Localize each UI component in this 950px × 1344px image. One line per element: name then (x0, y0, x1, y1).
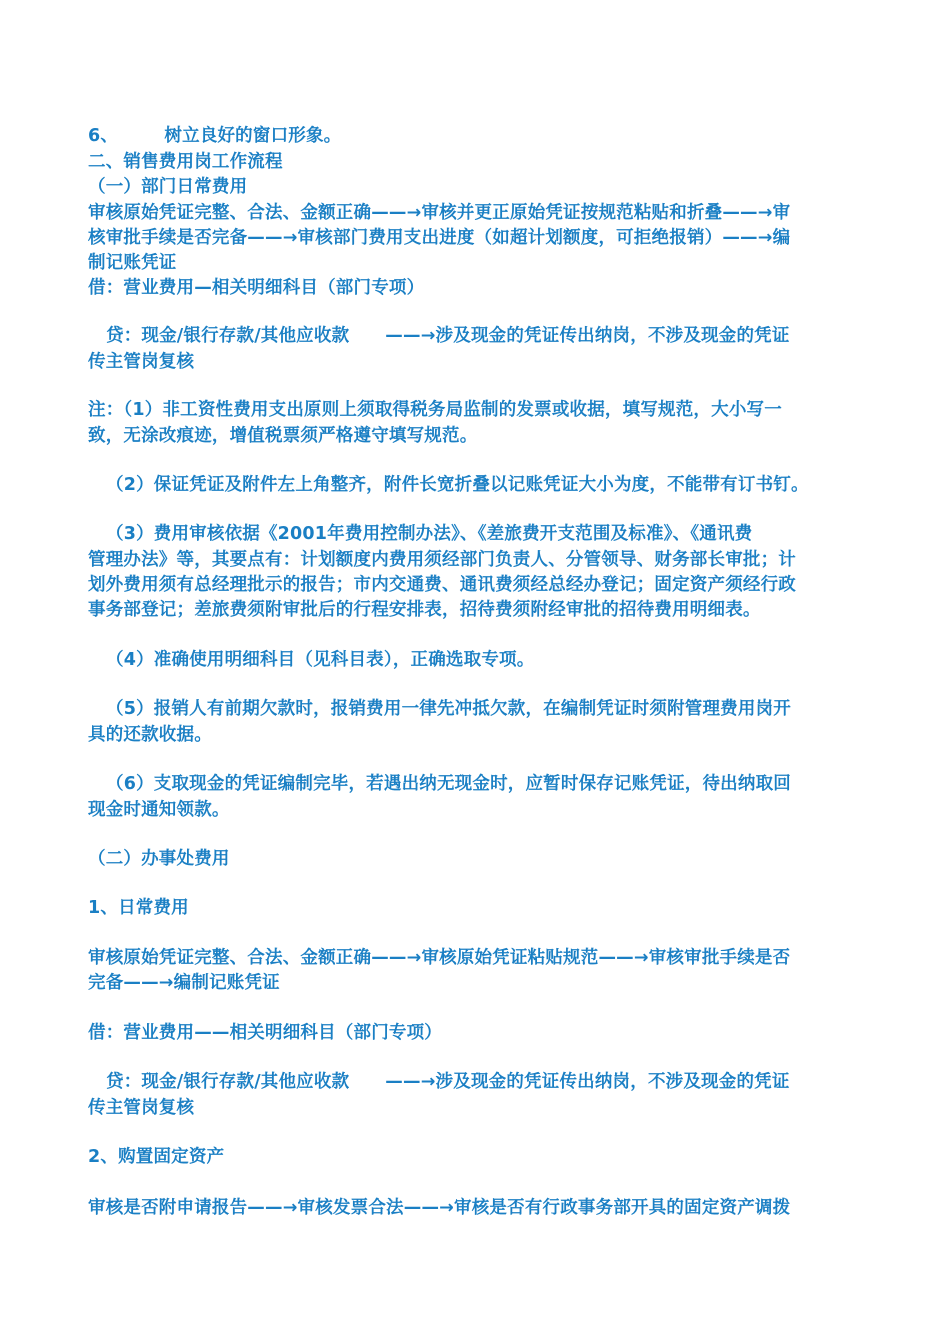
item-heading-2: 2、购置固定资产 (88, 1147, 225, 1167)
item-number: 6、 (88, 126, 119, 146)
note-line: （4）准确使用明细科目（见科目表），正确选取专项。 (106, 650, 535, 670)
credit-entry-line (106, 1070, 790, 1095)
item-6-line (88, 124, 341, 149)
item-text: 树立良好的窗口形象。 (164, 126, 342, 146)
note-line: 注：（1）非工资性费用支出原则上须取得税务局监制的发票或收据，填写规范，大小写一 (88, 400, 782, 420)
note-line: （5）报销人有前期欠款时，报销费用一律先冲抵欠款，在编制凭证时须附管理费用岗开 (106, 699, 791, 719)
subsection-heading-1: （一）部门日常费用 (88, 177, 248, 197)
paragraph-line: 审核原始凭证完整、合法、金额正确——→审核并更正原始凭证按规范粘贴和折叠——→审 (88, 203, 791, 223)
paragraph-line: 审核是否附申请报告——→审核发票合法——→审核是否有行政事务部开具的固定资产调拨 (88, 1198, 791, 1218)
paragraph-line: 传主管岗复核 (88, 352, 195, 372)
note-line: 现金时通知领款。 (88, 800, 230, 820)
note-line: 事务部登记；差旅费须附审批后的行程安排表，招待费须附经审批的招待费用明细表。 (88, 600, 761, 620)
debit-entry: 借：营业费用—相关明细科目（部门专项） (88, 278, 425, 298)
credit-entry: 贷：现金/银行存款/其他应收款 (106, 326, 350, 346)
paragraph-line: 制记账凭证 (88, 253, 177, 273)
note-line: 管理办法》等，其要点有：计划额度内费用须经部门负责人、分管领导、财务部长审批；计 (88, 550, 796, 570)
paragraph-line: 核审批手续是否完备——→审核部门费用支出进度（如超计划额度，可拒绝报销）——→编 (88, 228, 791, 248)
subsection-heading-2: （二）办事处费用 (88, 849, 230, 869)
paragraph-line: 传主管岗复核 (88, 1098, 195, 1118)
credit-flow: ——→涉及现金的凭证传出纳岗，不涉及现金的凭证 (385, 1072, 790, 1092)
credit-flow: ——→涉及现金的凭证传出纳岗，不涉及现金的凭证 (385, 326, 790, 346)
credit-entry: 贷：现金/银行存款/其他应收款 (106, 1072, 350, 1092)
note-line: （3）费用审核依据《2001年费用控制办法》、《差旅费开支范围及标准》、《通讯费 (106, 524, 753, 544)
credit-entry-line (106, 324, 790, 349)
note-line: 划外费用须有总经理批示的报告；市内交通费、通讯费须经总经办登记；固定资产须经行政 (88, 575, 796, 595)
note-line: （2）保证凭证及附件左上角整齐，附件长宽折叠以记账凭证大小为度，不能带有订书钉。 (106, 475, 809, 495)
section-heading-2: 二、销售费用岗工作流程 (88, 152, 283, 172)
note-line: （6）支取现金的凭证编制完毕，若遇出纳无现金时，应暂时保存记账凭证，待出纳取回 (106, 774, 791, 794)
paragraph-line: 完备——→编制记账凭证 (88, 973, 280, 993)
debit-entry: 借：营业费用——相关明细科目（部门专项） (88, 1023, 442, 1043)
note-line: 具的还款收据。 (88, 725, 212, 745)
item-heading-1: 1、日常费用 (88, 898, 189, 918)
paragraph-line: 审核原始凭证完整、合法、金额正确——→审核原始凭证粘贴规范——→审核审批手续是否 (88, 948, 791, 968)
note-line: 致，无涂改痕迹，增值税票须严格遵守填写规范。 (88, 426, 478, 446)
